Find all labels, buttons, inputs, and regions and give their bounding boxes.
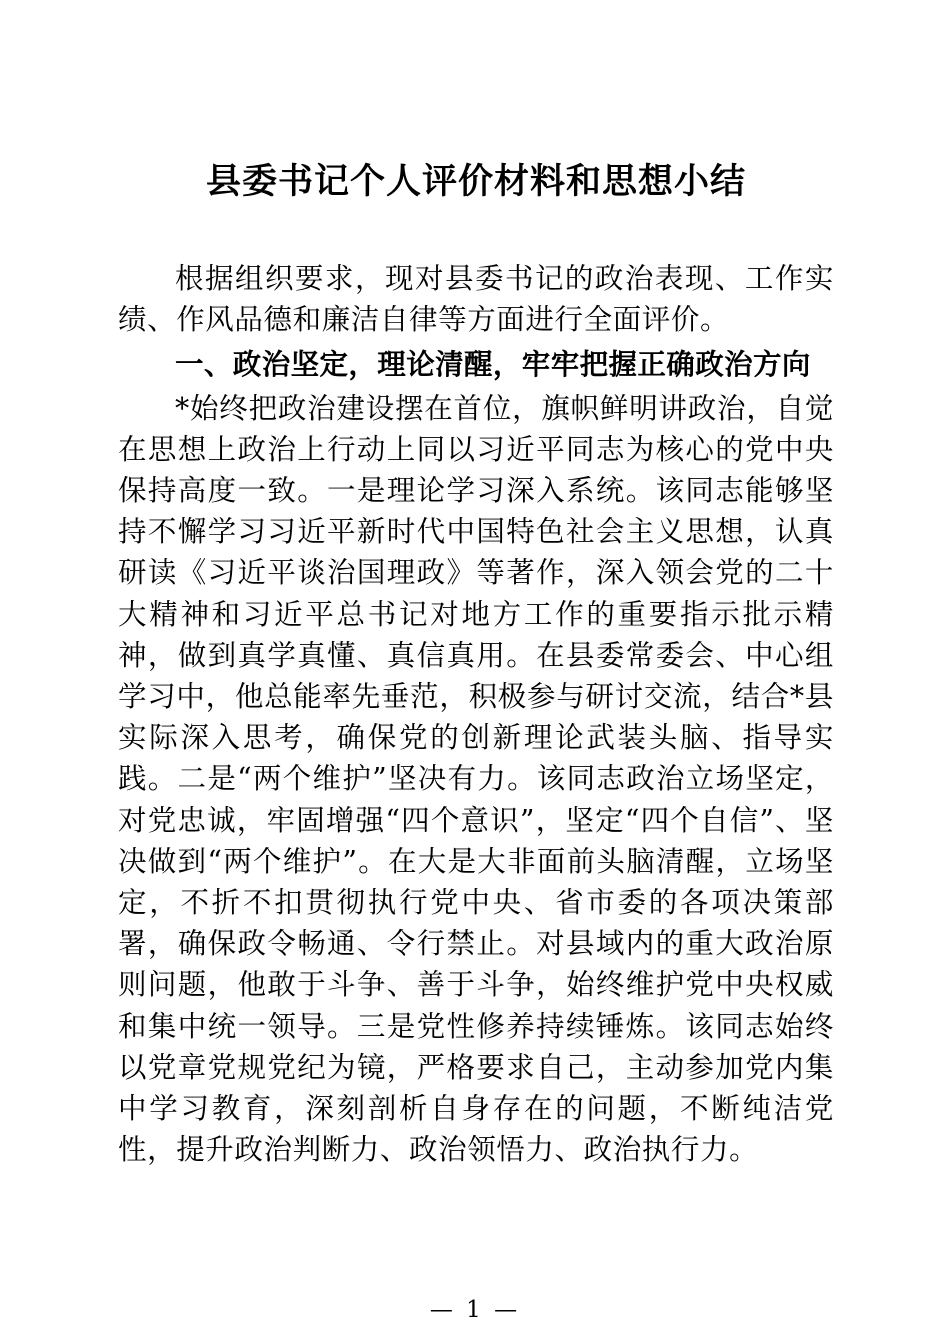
section-heading-1: 一、政治坚定，理论清醒，牢牢把握正确政治方向 (175, 348, 811, 382)
paragraph-section-1-body: *始终把政治建设摆在首位，旗帜鲜明讲政治，自觉在思想上政治上行动上同以习近平同志为核心的党中央保持高度一致。一是理论学习深入系统。该同志能够坚持不懈学习习近平新时代中国特色社会主义思想，认真研读《习近平谈治国理政》等著作，深入领会党的二十大精神和习近平总书记对地方工作的重要指示批示精神，做到真学真懂、真信真用。在县委常委会、中心组学习中，他总能率先垂范，积极参与研讨交流，结合*县实际深入思考，确保党的创新理论武装头脑、指导实践。二是“两个维护”坚决有力。该同志政治立场坚定，对党忠诚，牢固增强“四个意识”，坚定“四个自信”、坚决做到“两个维护”。在大是大非面前头脑清醒，立场坚定，不折不扣贯彻执行党中央、省市委的各项决策部署，确保政令畅通、令行禁止。对县域内的重大政治原则问题，他敢于斗争、善于斗争，始终维护党中央权威和集中统一领导。三是党性修养持续锤炼。该同志始终以党章党规党纪为镜，严格要求自己，主动参加党内集中学习教育，深刻剖析自身存在的问题，不断纯洁党性，提升政治判断力、政治领悟力、政治执行力。 (118, 391, 834, 1167)
page-number-footer: — 1 — (429, 1297, 521, 1323)
page-title: 县委书记个人评价材料和思想小结 (205, 161, 746, 202)
document-content (118, 0, 834, 1170)
paragraph-intro: 根据组织要求，现对县委书记的政治表现、工作实绩、作风品德和廉洁自律等方面进行全面评价。 (118, 262, 834, 337)
